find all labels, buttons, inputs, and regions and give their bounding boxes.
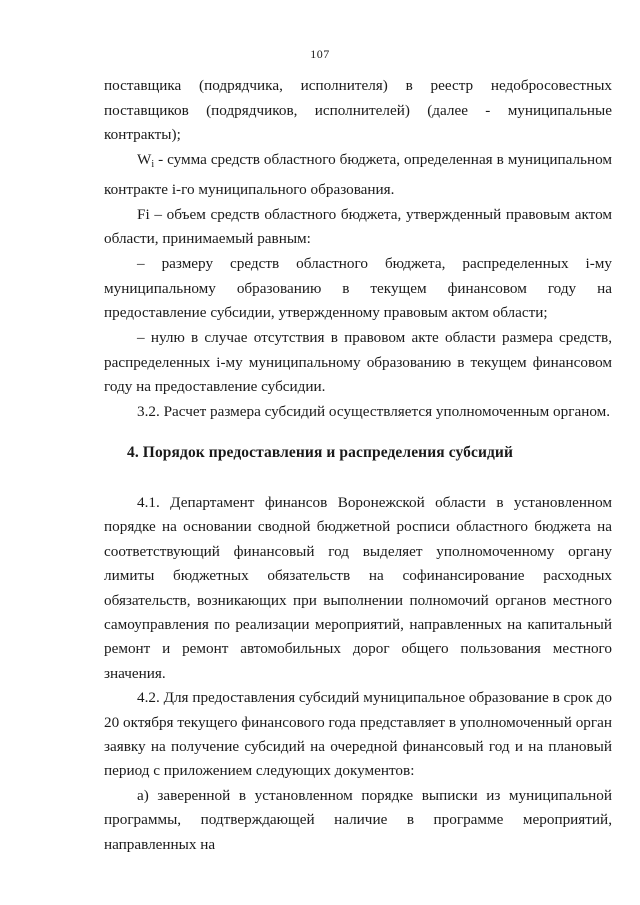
paragraph-fi-definition: Fi – объем средств областного бюджета, утвержденный правовым актом области, принимаемый равным:: [104, 205, 612, 248]
variable-w: W: [137, 151, 152, 169]
paragraph-fi-option-1: – размеру средств областного бюджета, распределенных i-му муниципальному образованию в текущем финансовом году на предоставление субсидии, утвержденному правовым актом области;: [104, 254, 612, 322]
paragraph-w-definition: [104, 148, 612, 202]
variable-w-subscript: i: [151, 159, 155, 171]
paragraph-w-text: - сумма средств областного бюджета, определенная в муниципальном контракте i-го муниципального образования.: [104, 151, 612, 198]
text-block-section-4: [104, 491, 612, 857]
paragraph-4-2: 4.2. Для предоставления субсидий муниципальное образование в срок до 20 октября текущего финансового года представляет в уполномоченный орган заявку на получение субсидий на очередной финансовый год и на плановый период с приложением следующих документов:: [104, 689, 612, 780]
section-heading: 4. Порядок предоставления и распределения субсидий: [126, 444, 513, 461]
paragraph-fi-option-2: – нулю в случае отсутствия в правовом акте области размера средств, распределенных i-му муниципальному образованию в текущем финансовом году на предоставление субсидии.: [104, 329, 612, 396]
paragraph-contractors: поставщика (подрядчика, исполнителя) в реестр недобросовестных поставщиков (подрядчиков, исполнителей) (далее - муниципальные контракты);: [104, 77, 612, 144]
paragraph-3-2: 3.2. Расчет размера субсидий осуществляется уполномоченным органом.: [137, 403, 611, 421]
paragraph-4-1: 4.1. Департамент финансов Воронежской области в установленном порядке на основании сводной бюджетной росписи областного бюджета на соответствующий финансовый год выделяет уполномоченному органу лимиты бюджетных обязательств на софинансирование расходных обязательств, возникающих при выполнении полномочий органов местного самоуправления по реализации мероприятий, направленных на капитальный ремонт и ремонт автомобильных дорог общего пользования местного значения.: [104, 494, 612, 682]
page-number: 107: [310, 47, 330, 61]
text-block-section-3: [104, 74, 612, 425]
paragraph-4-2-a: а) заверенной в установленном порядке выписки из муниципальной программы, подтверждающей наличие в программе мероприятий, направленных на: [104, 786, 612, 853]
